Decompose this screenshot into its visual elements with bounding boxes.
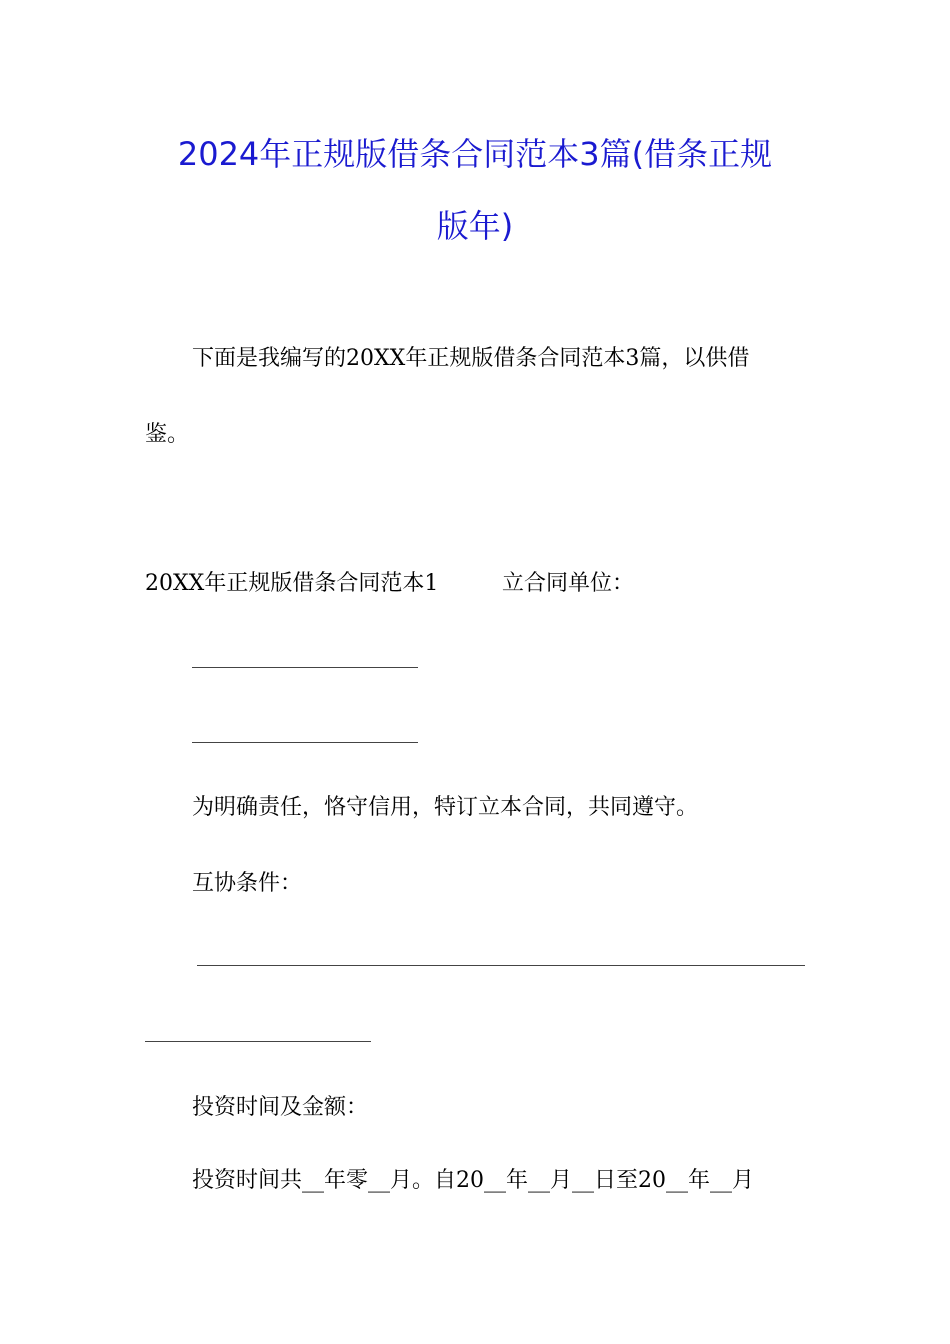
intro-paragraph-line-2: 鉴。 (145, 422, 190, 447)
document-title-line-1: 2024年正规版借条合同范本3篇(借条正规 (177, 135, 773, 173)
statement-paragraph: 为明确责任，恪守信用，特订立本合同，共同遵守。 (192, 795, 699, 820)
party-label: 立合同单位： (502, 571, 635, 596)
document-title-line-2: 版年) (436, 207, 514, 245)
investment-label: 投资时间及金额： (192, 1095, 369, 1120)
blank-line-conditions-1 (197, 965, 805, 966)
intro-paragraph-line-1: 下面是我编写的20XX年正规版借条合同范本3篇，以供借 (192, 346, 750, 371)
blank-line-conditions-2 (145, 1041, 371, 1042)
conditions-label: 互协条件： (192, 871, 303, 896)
section-1-heading: 20XX年正规版借条合同范本1 (145, 571, 439, 596)
blank-line-party-a (192, 667, 418, 668)
blank-line-party-b (192, 742, 418, 743)
investment-period-line: 投资时间共__年零__月。自20__年__月__日至20__年__月 (192, 1168, 754, 1193)
